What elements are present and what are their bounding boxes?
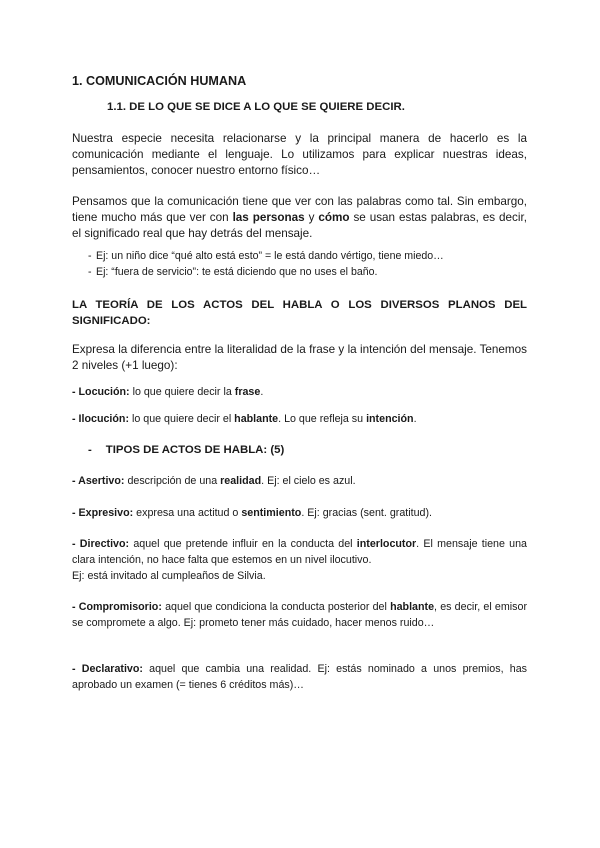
paragraph-meaning: Pensamos que la comunicación tiene que ver con las palabras como tal. Sin embargo, tiene mucho más que ver con las personas y cómo se usan estas palabras, es decir, el significado real que hay detrás del mensaje. — [72, 195, 527, 240]
expresivo-definition: - Expresivo: expresa una actitud o sentimiento. Ej: gracias (sent. gratitud). — [72, 507, 432, 519]
paragraph-levels: Expresa la diferencia entre la literalidad de la frase y la intención del mensaje. Tenemos 2 niveles (+1 luego): — [72, 343, 527, 372]
types-heading: - TIPOS DE ACTOS DE HABLA: (5) — [88, 444, 285, 456]
asertivo-definition: - Asertivo: descripción de una realidad. Ej: el cielo es azul. — [72, 475, 356, 487]
bold-term: cómo — [318, 211, 350, 224]
paragraph-intro: Nuestra especie necesita relacionarse y la principal manera de hacerlo es la comunicación mediante el lenguaje. Lo utilizamos para explicar nuestras ideas, pensamientos, conocer nuestro entorno físico… — [72, 132, 527, 177]
ilocucion-definition: - Ilocución: lo que quiere decir el hablante. Lo que refleja su intención. — [72, 413, 417, 425]
locucion-definition: - Locución: lo que quiere decir la frase. — [72, 386, 264, 398]
list-item: - Ej: un niño dice “qué alto está esto” = le está dando vértigo, tiene miedo… — [88, 250, 444, 262]
directivo-example: Ej: está invitado al cumpleaños de Silvia. — [72, 570, 266, 582]
examples-list — [72, 248, 527, 280]
directivo-definition: - Directivo: aquel que pretende influir en la conducta del interlocutor. El mensaje tiene una clara intención, no hace falta que estemos en un nivel ilocutivo. — [72, 538, 527, 566]
list-item: - Ej: “fuera de servicio”: te está diciendo que no uses el baño. — [88, 266, 378, 278]
bold-term: las personas — [232, 211, 305, 224]
section-title: 1. COMUNICACIÓN HUMANA — [72, 74, 247, 88]
theory-heading: LA TEORÍA DE LOS ACTOS DEL HABLA O LOS DIVERSOS PLANOS DEL SIGNIFICADO: — [72, 299, 527, 327]
subsection-title: 1.1. DE LO QUE SE DICE A LO QUE SE QUIERE DECIR. — [107, 101, 405, 113]
declarativo-definition: - Declarativo: aquel que cambia una realidad. Ej: estás nominado a unos premios, has aprobado un examen (= tienes 6 créditos más)… — [72, 663, 527, 691]
compromisorio-definition: - Compromisorio: aquel que condiciona la conducta posterior del hablante, es decir, el emisor se compromete a algo. Ej: prometo tener más cuidado, hacer menos ruido… — [72, 601, 527, 629]
